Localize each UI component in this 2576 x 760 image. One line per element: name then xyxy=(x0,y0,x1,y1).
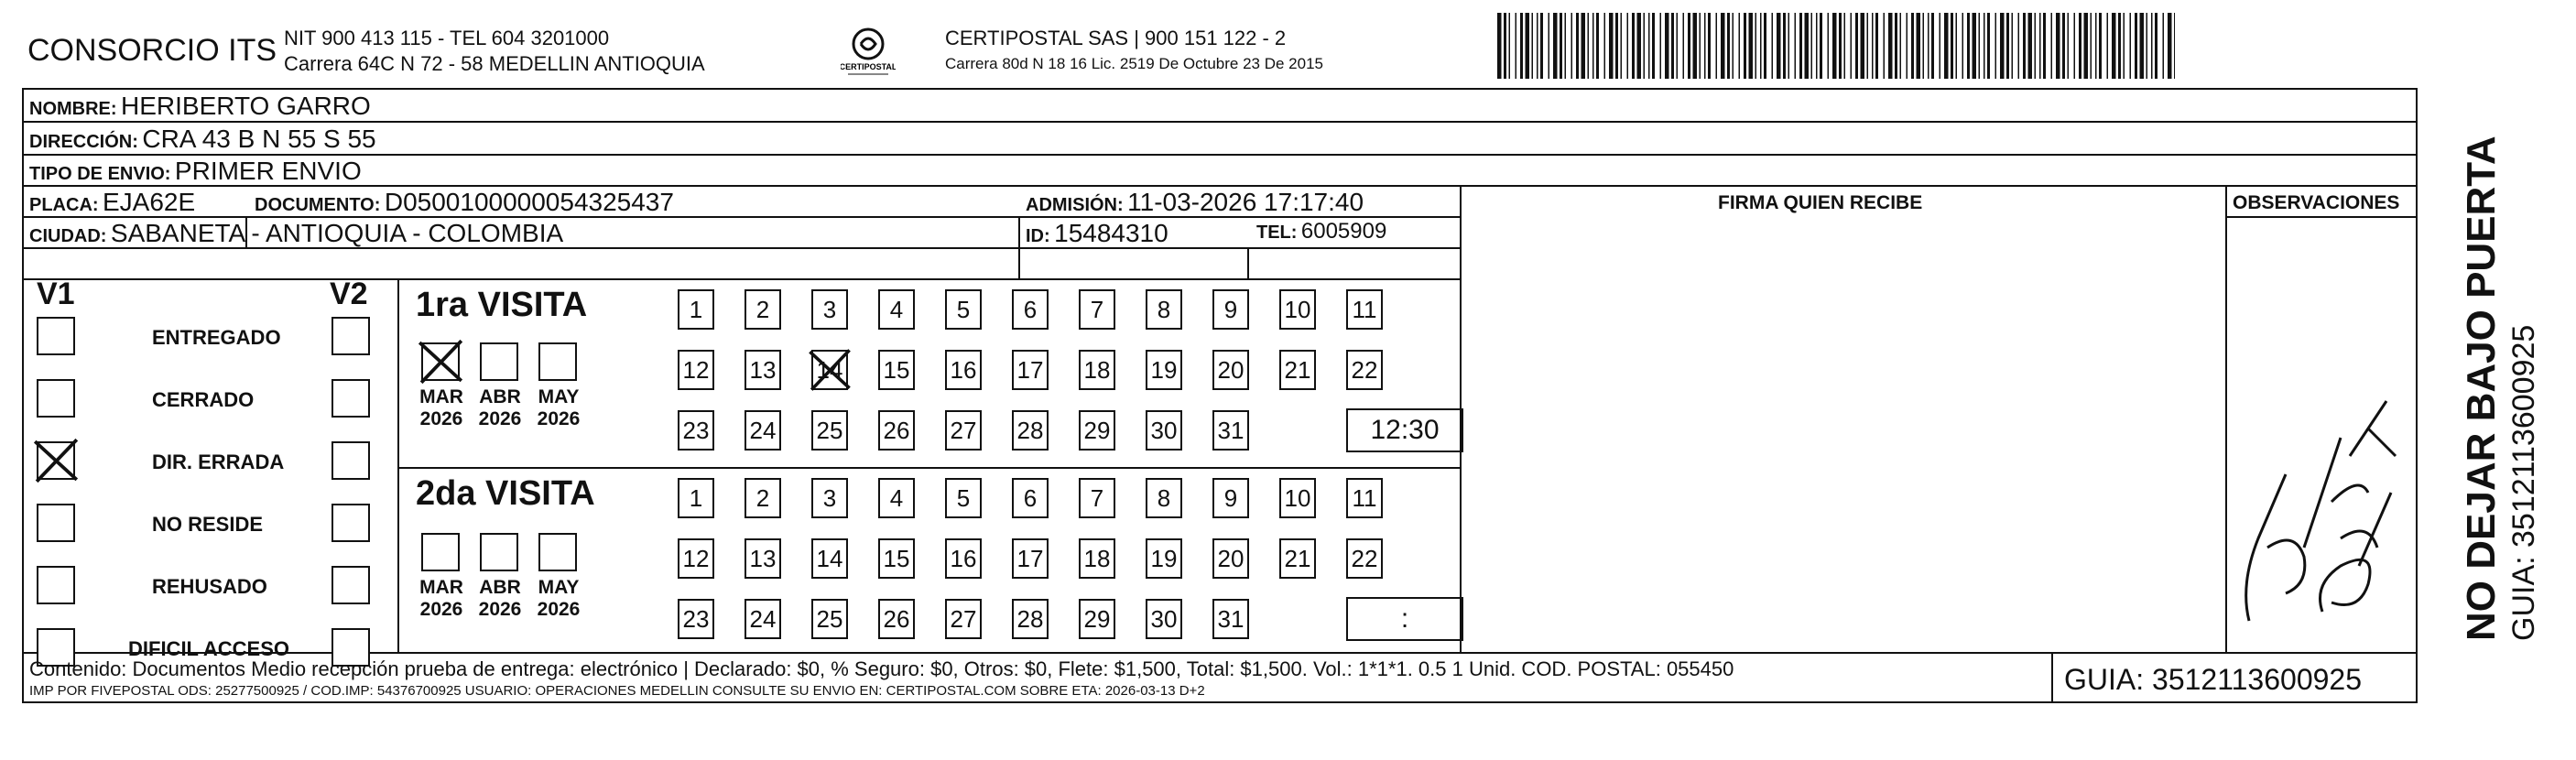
day-box[interactable]: 3 xyxy=(811,289,848,330)
v2-checkbox[interactable] xyxy=(332,504,370,542)
day-box[interactable]: 1 xyxy=(678,478,714,518)
certipostal-logo-icon xyxy=(841,24,896,79)
day-box[interactable]: 11 xyxy=(1346,289,1383,330)
day-box[interactable]: 10 xyxy=(1279,478,1316,518)
ciudad-value: SABANETA - ANTIOQUIA - COLOMBIA xyxy=(110,219,564,247)
company-address-line: Carrera 64C N 72 - 58 MEDELLIN ANTIOQUIA xyxy=(284,52,705,75)
day-box[interactable]: 22 xyxy=(1346,350,1383,390)
status-label: REHUSADO xyxy=(152,575,267,598)
day-box[interactable]: 13 xyxy=(745,538,781,579)
id-value: 15484310 xyxy=(1054,219,1168,247)
month-checkbox[interactable] xyxy=(480,342,518,381)
barcode xyxy=(1497,13,2175,79)
day-box[interactable]: 31 xyxy=(1212,410,1249,451)
day-box[interactable]: 17 xyxy=(1012,350,1049,390)
company-nit-line: NIT 900 413 115 - TEL 604 3201000 xyxy=(284,27,610,49)
day-box[interactable]: 30 xyxy=(1146,410,1182,451)
month-checkbox[interactable] xyxy=(421,342,460,381)
day-box[interactable]: 28 xyxy=(1012,599,1049,639)
month-label: ABR 2026 xyxy=(478,577,522,620)
firma-header: FIRMA QUIEN RECIBE xyxy=(1718,192,1923,213)
tipo-label: TIPO DE ENVIO: xyxy=(29,164,171,184)
documento-row xyxy=(255,188,674,217)
day-box[interactable]: 21 xyxy=(1279,538,1316,579)
day-box[interactable]: 4 xyxy=(878,289,915,330)
documento-label: DOCUMENTO: xyxy=(255,195,381,215)
day-box[interactable]: 19 xyxy=(1146,538,1182,579)
month-label: MAY 2026 xyxy=(537,577,581,620)
day-box[interactable]: 20 xyxy=(1212,538,1249,579)
observaciones-header: OBSERVACIONES xyxy=(2233,192,2400,213)
v2-checkbox[interactable] xyxy=(332,379,370,418)
direccion-value: CRA 43 B N 55 S 55 xyxy=(142,125,376,153)
time-field[interactable]: : xyxy=(1346,597,1463,641)
v1-checkbox[interactable] xyxy=(37,566,75,604)
month-label: MAR 2026 xyxy=(419,386,463,429)
day-box[interactable]: 17 xyxy=(1012,538,1049,579)
day-box[interactable]: 9 xyxy=(1212,289,1249,330)
day-box[interactable]: 27 xyxy=(945,599,982,639)
day-box[interactable]: 25 xyxy=(811,599,848,639)
status-label: ENTREGADO xyxy=(152,326,281,349)
day-box[interactable]: 15 xyxy=(878,538,915,579)
nombre-row xyxy=(29,92,371,121)
nombre-value: HERIBERTO GARRO xyxy=(121,92,371,120)
day-box[interactable]: 14 xyxy=(811,350,848,390)
tel-row xyxy=(1256,219,1386,244)
placa-label: PLACA: xyxy=(29,195,99,215)
tel-value: 6005909 xyxy=(1300,219,1387,244)
recipient-signature xyxy=(2231,309,2405,639)
day-box[interactable]: 11 xyxy=(1346,478,1383,518)
admision-row xyxy=(1026,188,1364,217)
day-box[interactable]: 29 xyxy=(1079,599,1115,639)
certipostal-info xyxy=(945,26,1323,77)
tipo-value: PRIMER ENVIO xyxy=(174,157,362,185)
admision-value: 11-03-2026 17:17:40 xyxy=(1127,188,1364,216)
status-label: DIFICIL ACCESO xyxy=(128,637,290,660)
v1-checkbox[interactable] xyxy=(37,379,75,418)
day-box[interactable]: 23 xyxy=(678,599,714,639)
month-label: MAY 2026 xyxy=(537,386,581,429)
id-label: ID: xyxy=(1026,226,1050,246)
day-box[interactable]: 2 xyxy=(745,478,781,518)
footer-guia: GUIA: 3512113600925 xyxy=(2064,663,2362,696)
company-name: CONSORCIO ITS xyxy=(27,33,277,68)
direccion-row xyxy=(29,125,376,154)
day-box[interactable]: 4 xyxy=(878,478,915,518)
status-label: CERRADO xyxy=(152,388,255,411)
day-box[interactable]: 26 xyxy=(878,410,915,451)
direccion-label: DIRECCIÓN: xyxy=(29,132,138,152)
v2-checkbox[interactable] xyxy=(332,566,370,604)
v2-checkbox[interactable] xyxy=(332,441,370,480)
day-box[interactable]: 7 xyxy=(1079,478,1115,518)
status-label: NO RESIDE xyxy=(152,513,264,536)
day-box[interactable]: 14 xyxy=(811,538,848,579)
admision-label: ADMISIÓN: xyxy=(1026,195,1124,215)
footer-print-info: IMP POR FIVEPOSTAL ODS: 25277500925 / COD.IMP: 54376700925 USUARIO: OPERACIONES MEDELLIN CONSULTE SU ENVIO EN: CERTIPOSTAL.COM SOBRE ETA: 2026-03-13 D+2 xyxy=(29,683,1205,699)
day-box[interactable]: 10 xyxy=(1279,289,1316,330)
day-box[interactable]: 18 xyxy=(1079,538,1115,579)
day-box[interactable]: 20 xyxy=(1212,350,1249,390)
day-box[interactable]: 8 xyxy=(1146,478,1182,518)
visit2-title: 2da VISITA xyxy=(416,474,595,513)
day-box[interactable]: 25 xyxy=(811,410,848,451)
v1-checkbox[interactable] xyxy=(37,317,75,355)
month-checkbox[interactable] xyxy=(480,533,518,571)
day-box[interactable]: 30 xyxy=(1146,599,1182,639)
v1-label: V1 xyxy=(37,277,75,311)
day-box[interactable]: 29 xyxy=(1079,410,1115,451)
day-box[interactable]: 12 xyxy=(678,538,714,579)
v2-label: V2 xyxy=(330,277,368,311)
day-box[interactable]: 9 xyxy=(1212,478,1249,518)
time-field[interactable]: 12:30 xyxy=(1346,408,1463,452)
day-box[interactable]: 31 xyxy=(1212,599,1249,639)
logo-text: CERTIPOSTAL xyxy=(841,62,896,71)
day-box[interactable]: 7 xyxy=(1079,289,1115,330)
ciudad-label: CIUDAD: xyxy=(29,226,107,246)
side-guia: GUIA: 3512113600925 xyxy=(2506,324,2541,641)
day-box[interactable]: 12 xyxy=(678,350,714,390)
day-box[interactable]: 24 xyxy=(745,599,781,639)
day-box[interactable]: 24 xyxy=(745,410,781,451)
v1-checkbox[interactable] xyxy=(37,504,75,542)
placa-row xyxy=(29,188,195,217)
day-box[interactable]: 18 xyxy=(1079,350,1115,390)
day-box[interactable]: 5 xyxy=(945,478,982,518)
day-box[interactable]: 16 xyxy=(945,350,982,390)
day-box[interactable]: 27 xyxy=(945,410,982,451)
certipostal-line: CERTIPOSTAL SAS | 900 151 122 - 2 xyxy=(945,27,1287,49)
day-box[interactable]: 2 xyxy=(745,289,781,330)
status-label: DIR. ERRADA xyxy=(152,451,285,473)
company-info xyxy=(284,26,705,77)
month-checkbox[interactable] xyxy=(538,342,577,381)
ciudad-row xyxy=(29,219,563,248)
id-row xyxy=(1026,219,1168,248)
day-box[interactable]: 19 xyxy=(1146,350,1182,390)
month-checkbox[interactable] xyxy=(538,533,577,571)
day-box[interactable]: 3 xyxy=(811,478,848,518)
day-box[interactable]: 15 xyxy=(878,350,915,390)
day-box[interactable]: 23 xyxy=(678,410,714,451)
placa-value: EJA62E xyxy=(103,188,196,216)
nombre-label: NOMBRE: xyxy=(29,99,117,119)
day-box[interactable]: 5 xyxy=(945,289,982,330)
day-box[interactable]: 6 xyxy=(1012,478,1049,518)
day-box[interactable]: 13 xyxy=(745,350,781,390)
tipo-row xyxy=(29,157,362,186)
day-box[interactable]: 26 xyxy=(878,599,915,639)
day-box[interactable]: 16 xyxy=(945,538,982,579)
v1-checkbox[interactable] xyxy=(37,441,75,480)
v2-checkbox[interactable] xyxy=(332,317,370,355)
day-box[interactable]: 6 xyxy=(1012,289,1049,330)
day-box[interactable]: 1 xyxy=(678,289,714,330)
day-box[interactable]: 28 xyxy=(1012,410,1049,451)
certipostal-license-line: Carrera 80d N 18 16 Lic. 2519 De Octubre 23 De 2015 xyxy=(945,55,1323,72)
tel-label: TEL: xyxy=(1256,223,1298,243)
month-checkbox[interactable] xyxy=(421,533,460,571)
documento-value: D0500100000054325437 xyxy=(384,188,674,216)
delivery-form xyxy=(22,88,2418,703)
day-box[interactable]: 22 xyxy=(1346,538,1383,579)
day-box[interactable]: 21 xyxy=(1279,350,1316,390)
month-label: ABR 2026 xyxy=(478,386,522,429)
side-warning: NO DEJAR BAJO PUERTA xyxy=(2459,136,2504,641)
visit1-title: 1ra VISITA xyxy=(416,286,588,324)
day-box[interactable]: 8 xyxy=(1146,289,1182,330)
month-label: MAR 2026 xyxy=(419,577,463,620)
footer-content: Contenido: Documentos Medio recepción prueba de entrega: electrónico | Declarado: $0, % Seguro: $0, Otros: $0, Flete: $1,500, Total: $1,500. Vol.: 1*1*1. 0.5 1 Unid. COD. POSTAL: 055450 xyxy=(29,657,1734,680)
